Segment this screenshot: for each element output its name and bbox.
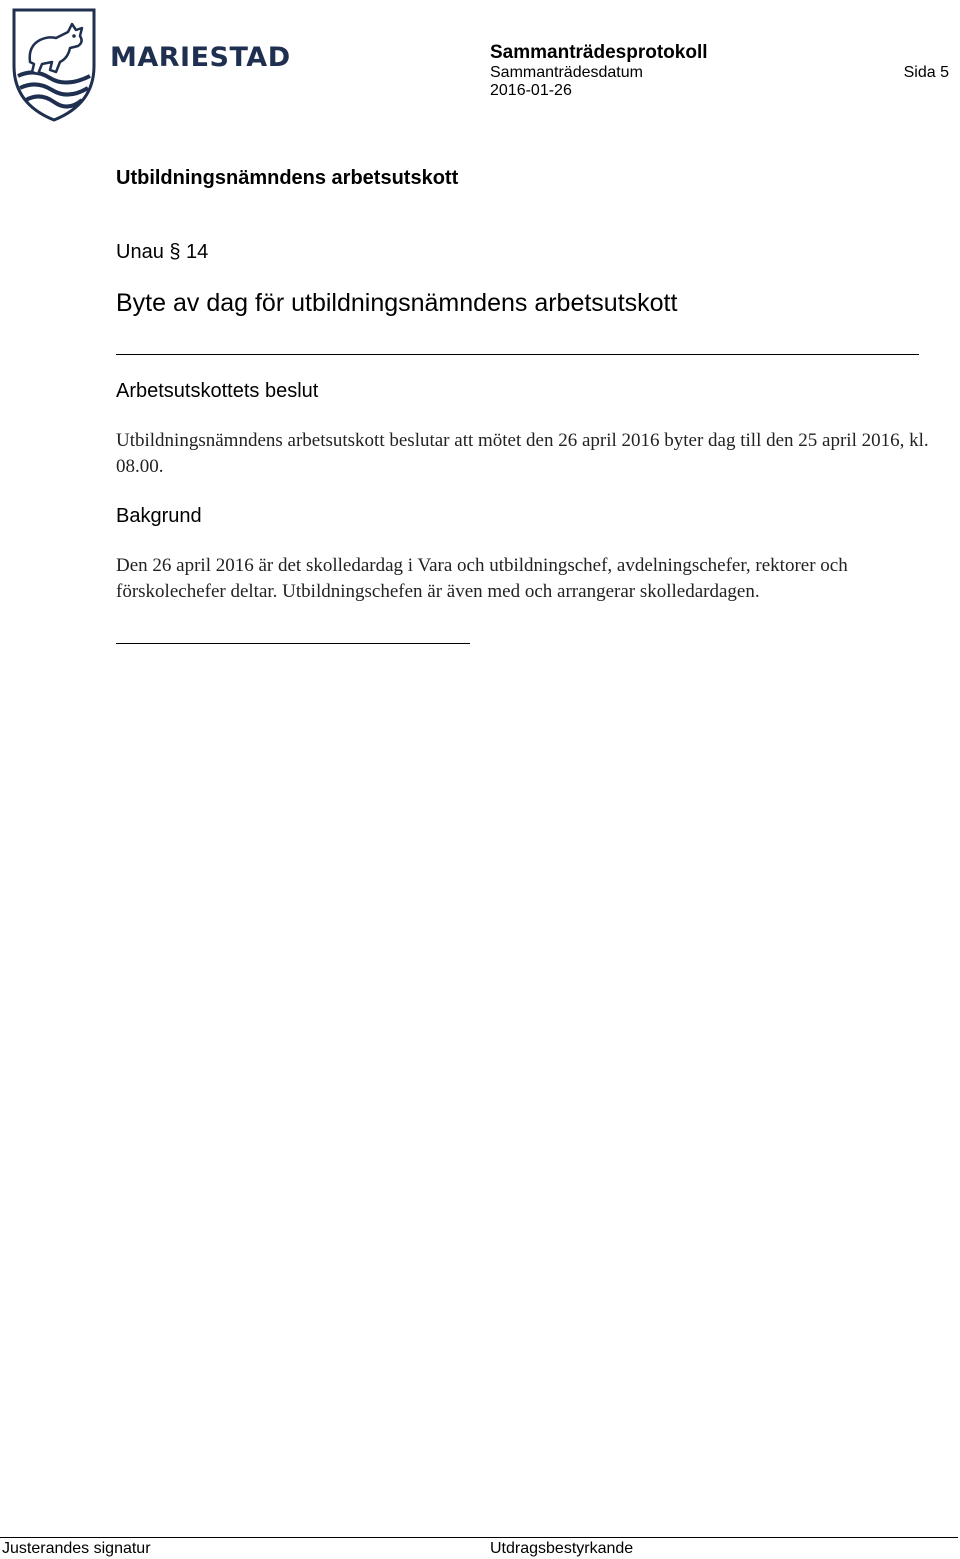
background-heading: Bakgrund — [116, 505, 202, 527]
decision-heading: Arbetsutskottets beslut — [116, 380, 319, 402]
page-number: Sida 5 — [903, 64, 949, 81]
meeting-date: 2016-01-26 — [490, 82, 572, 99]
case-reference: Unau § 14 — [116, 241, 209, 263]
case-title: Byte av dag för utbildningsnämndens arbetsutskott — [116, 289, 678, 317]
coat-of-arms-icon — [10, 6, 100, 124]
footer-divider — [0, 1537, 958, 1538]
decision-text: Utbildningsnämndens arbetsutskott beslutar att mötet den 26 april 2016 byter dag till den 25 april 2016, kl. 08.00. — [116, 430, 929, 477]
committee-name: Utbildningsnämndens arbetsutskott — [116, 167, 459, 189]
footer-certification-label: Utdragsbestyrkande — [490, 1540, 634, 1557]
document-type: Sammanträdesprotokoll — [490, 42, 708, 63]
logo-wordmark: MARIESTAD — [110, 42, 291, 73]
section-divider — [116, 354, 919, 355]
end-of-section-rule — [116, 643, 470, 644]
background-text: Den 26 april 2016 är det skolledardag i Vara och utbildningschef, avdelningschefer, rektorer och förskolechefer deltar. Utbildningschefen är även med och arrangerar skolledardagen. — [116, 555, 848, 602]
footer-signature-label: Justerandes signatur — [2, 1540, 151, 1557]
mariestad-logo — [10, 6, 291, 124]
meeting-date-label: Sammanträdesdatum — [490, 64, 643, 81]
